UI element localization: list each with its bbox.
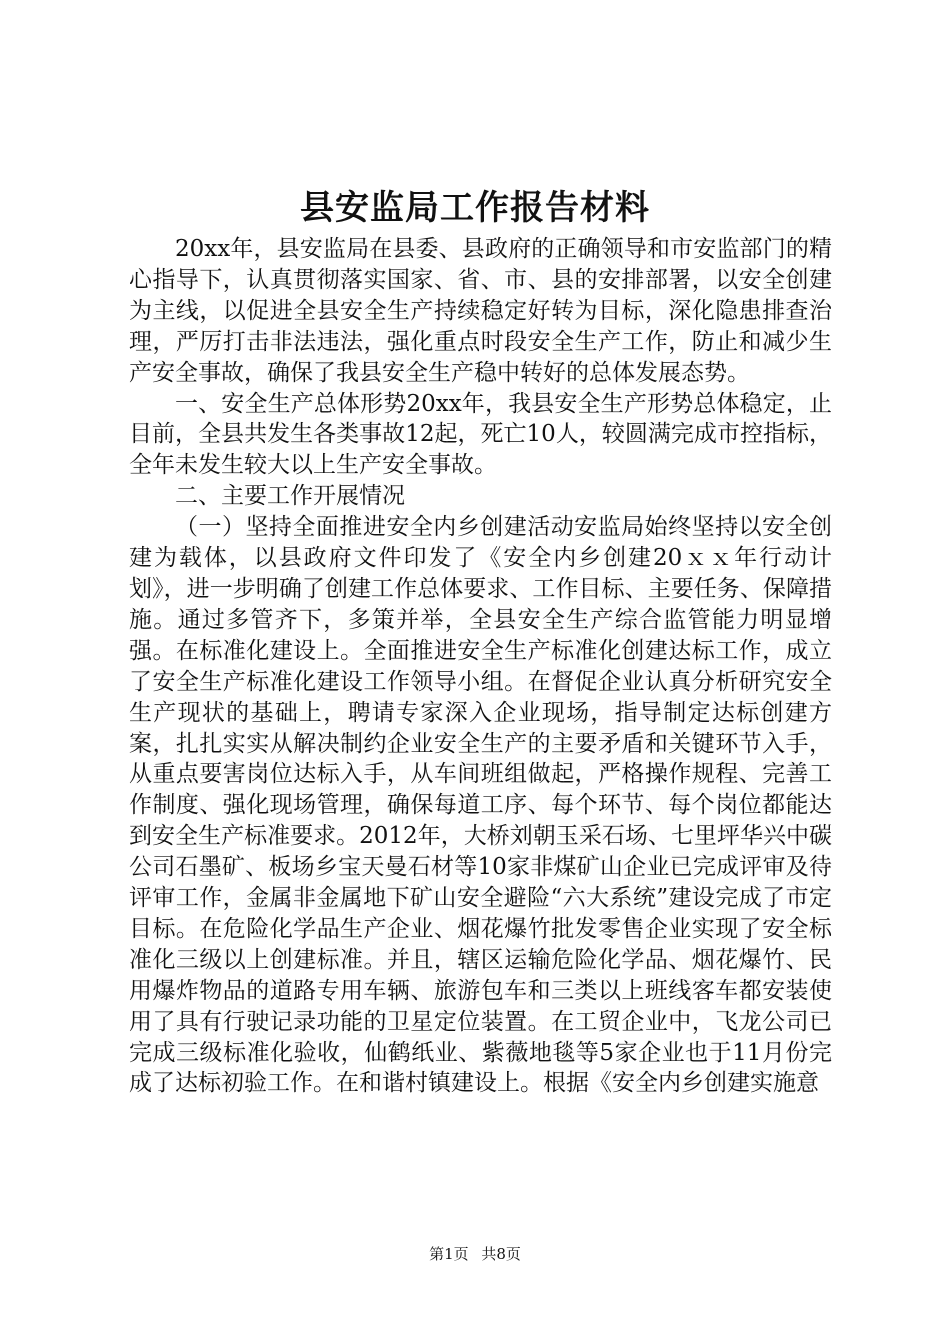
paragraph-section-2-heading: 二、主要工作开展情况 (175, 483, 405, 510)
paragraph-subsection-1: （一）坚持全面推进安全内乡创建活动安监局始终坚持以安全创建为载体，以县政府文件印发了《安全内乡创建20ｘｘ年行动计划》，进一步明确了创建工作总体要求、工作目标、主要任务、保障措施。通过多管齐下，多策并举，全县安全生产综合监管能力明显增强。在标准化建设上。全面推进安全生产标准化创建达标工作，成立了安全生产标准化建设工作领导小组。在督促企业认真分析研究安全生产现状的基础上，聘请专家深入企业现场，指导制定达标创建方案，扎扎实实从解决制约企业安全生产的主要矛盾和关键环节入手，从重点要害岗位达标入手，从车间班组做起，严格操作规程、完善工作制度、强化现场管理，确保每道工序、每个环节、每个岗位都能达到安全生产标准要求。2012年，大桥刘朝玉采石场、七里坪华兴中碳公司石墨矿、板场乡宝天曼石材等10家非煤矿山企业已完成评审及待评审工作，金属非金属地下矿山安全避险“六大系统”建设完成了市定目标。在危险化学品生产企业、烟花爆竹批发零售企业实现了安全标准化三级以上创建标准。并且，辖区运输危险化学品、烟花爆竹、民用爆炸物品的道路专用车辆、旅游包车和三类以上班线客车都安装使用了具有行驶记录功能的卫星定位装置。在工贸企业中，飞龙公司已完成三级标准化验收，仙鹤纸业、紫薇地毯等5家企业也于11月份完成了达标初验工作。在和谐村镇建设上。根据《安全内乡创建实施意 (129, 514, 832, 1097)
paragraph-intro: 20xx年，县安监局在县委、县政府的正确领导和市安监部门的精心指导下，认真贯彻落实国家、省、市、县的安排部署，以安全创建为主线，以促进全县安全生产持续稳定好转为目标，深化隐患排查治理，严厉打击非法违法，强化重点时段安全生产工作，防止和减少生产安全事故，确保了我县安全生产稳中转好的总体发展态势。 (129, 236, 832, 386)
paragraph-section-1: 一、安全生产总体形势20xx年，我县安全生产形势总体稳定，止目前，全县共发生各类事故12起，死亡10人，较圆满完成市控指标，全年未发生较大以上生产安全事故。 (129, 390, 832, 479)
document-title: 县安监局工作报告材料 (300, 188, 650, 228)
page-footer (0, 1244, 950, 1264)
page-total: 共8页 (481, 1245, 521, 1263)
document-body (129, 234, 832, 1099)
page-number: 第1页 (429, 1245, 469, 1263)
